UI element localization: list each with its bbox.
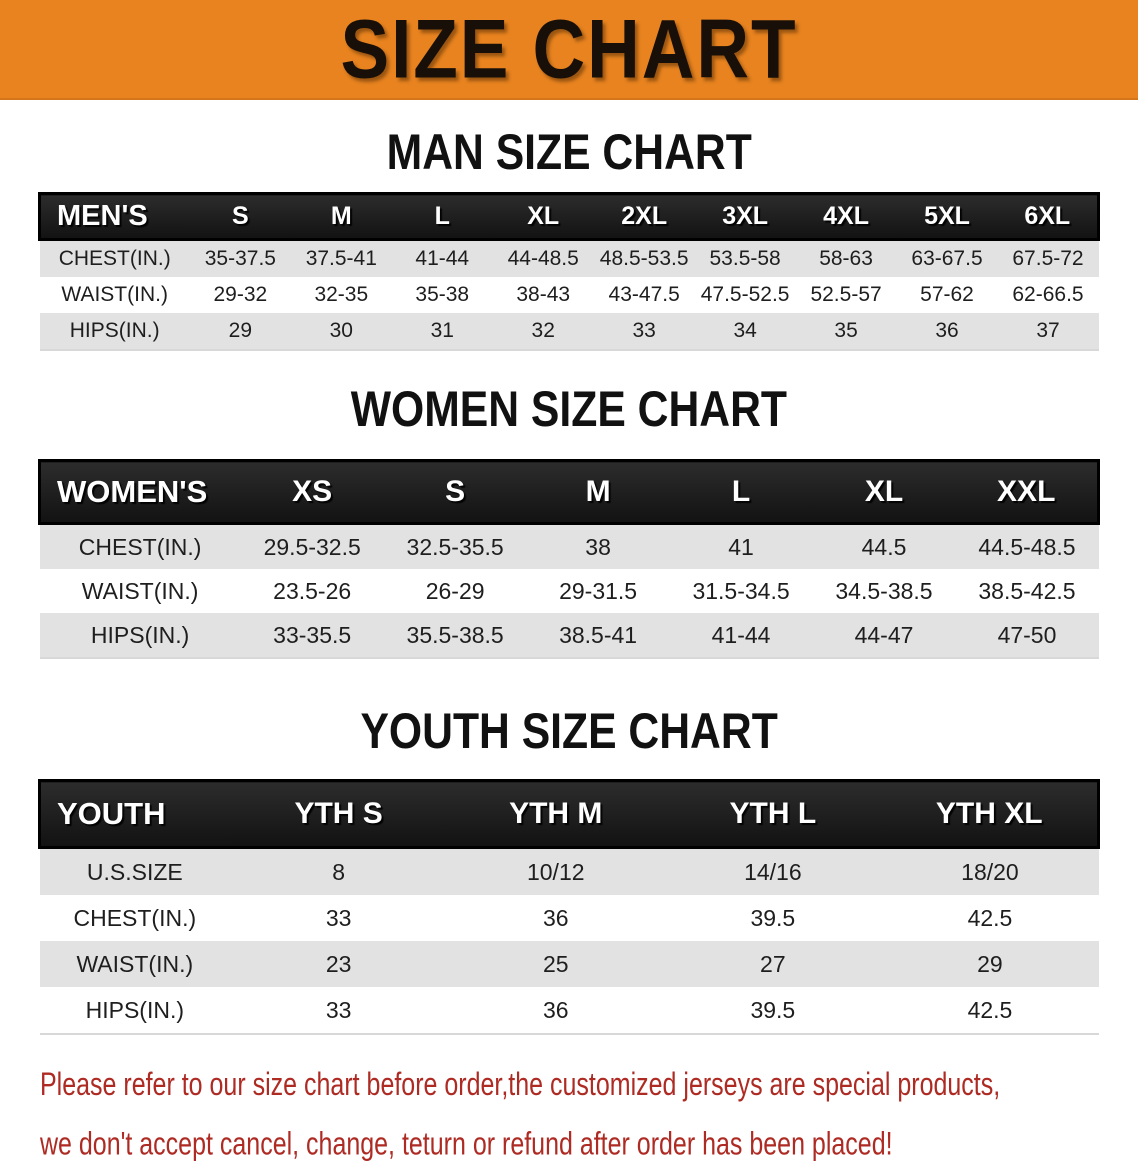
men-column-header: 5XL [897, 194, 998, 240]
women-row-label: CHEST(IN.) [40, 524, 241, 570]
women-corner-label: WOMEN'S [40, 461, 241, 524]
women-table-row [40, 569, 1099, 613]
men-column-header: M [291, 194, 392, 240]
men-size-cell: 29-32 [213, 283, 268, 306]
youth-row-label: WAIST(IN.) [40, 941, 231, 987]
women-size-table [38, 459, 1100, 659]
women-size-cell: 44.5 [813, 524, 956, 570]
men-row-label: CHEST(IN.) [40, 240, 190, 278]
youth-size-cell: 33 [230, 987, 447, 1034]
men-column-header: 4XL [796, 194, 897, 240]
youth-size-cell: 39.5 [750, 904, 796, 931]
men-table-row [40, 277, 1099, 313]
men-size-cell: 57-62 [920, 283, 974, 306]
youth-size-cell: 23 [230, 941, 447, 987]
youth-size-cell: 25 [447, 941, 664, 987]
youth-size-cell: 29 [881, 941, 1098, 987]
youth-column-header: YTH M [447, 781, 664, 848]
women-size-cell: 29-31.5 [559, 577, 638, 604]
men-size-cell: 37 [998, 313, 1099, 350]
men-table-row [40, 313, 1099, 350]
men-column-header: 3XL [695, 194, 796, 240]
youth-size-cell: 33 [325, 904, 352, 931]
men-size-cell: 35-38 [415, 283, 470, 306]
men-size-cell: 35-37.5 [190, 240, 291, 278]
section-women-heading-wrap [0, 381, 1138, 438]
youth-corner-label: YOUTH [40, 781, 231, 848]
men-size-cell: 63-67.5 [897, 240, 998, 278]
men-size-cell: 62-66.5 [1012, 283, 1084, 306]
footer-disclaimer [40, 1061, 1138, 1168]
men-size-cell: 58-63 [796, 240, 897, 278]
women-column-header: M [527, 461, 670, 524]
women-header-row [40, 461, 1099, 524]
men-size-cell: 67.5-72 [998, 240, 1099, 278]
youth-row-label: HIPS(IN.) [40, 987, 231, 1034]
women-size-cell: 41 [670, 524, 813, 570]
youth-size-cell: 39.5 [664, 987, 881, 1034]
women-column-header: XL [813, 461, 956, 524]
men-size-cell: 41-44 [392, 240, 493, 278]
women-size-cell: 32.5-35.5 [384, 524, 527, 570]
men-corner-label: MEN'S [40, 194, 190, 240]
women-size-cell: 47-50 [955, 613, 1098, 658]
youth-size-cell: 36 [447, 987, 664, 1034]
section-heading-youth: YOUTH SIZE CHART [360, 703, 778, 760]
youth-column-header: YTH S [230, 781, 447, 848]
men-size-cell: 29 [190, 313, 291, 350]
women-size-cell: 33-35.5 [241, 613, 384, 658]
women-size-cell: 23.5-26 [273, 577, 352, 604]
men-column-header: 6XL [998, 194, 1099, 240]
men-size-cell: 31 [392, 313, 493, 350]
youth-size-cell: 8 [230, 848, 447, 896]
men-size-cell: 30 [291, 313, 392, 350]
youth-header-row [40, 781, 1099, 848]
men-size-cell: 32 [493, 313, 594, 350]
youth-table-row [40, 848, 1099, 896]
men-header-row [40, 194, 1099, 240]
women-size-cell: 44-47 [813, 613, 956, 658]
men-size-cell: 48.5-53.5 [594, 240, 695, 278]
footer-disclaimer-line2: we don't accept cancel, change, teturn or refund after order has been placed! [40, 1126, 893, 1163]
men-size-cell: 33 [594, 313, 695, 350]
men-size-cell: 38-43 [516, 283, 571, 306]
men-size-cell: 34 [695, 313, 796, 350]
women-row-label: WAIST(IN.) [81, 577, 199, 604]
youth-table-row [40, 987, 1099, 1034]
youth-column-header: YTH L [664, 781, 881, 848]
men-column-header: XL [493, 194, 594, 240]
men-size-cell: 44-48.5 [493, 240, 594, 278]
section-heading-women: WOMEN SIZE CHART [350, 381, 788, 438]
women-size-cell: 26-29 [425, 577, 485, 604]
women-size-cell: 44.5-48.5 [955, 524, 1098, 570]
men-size-cell: 37.5-41 [291, 240, 392, 278]
section-men-heading-wrap [0, 124, 1138, 181]
youth-row-label: U.S.SIZE [40, 848, 231, 896]
youth-column-header: YTH XL [881, 781, 1098, 848]
men-size-cell: 47.5-52.5 [700, 283, 790, 306]
men-size-cell: 53.5-58 [695, 240, 796, 278]
women-table-row [40, 524, 1099, 570]
banner [0, 0, 1138, 100]
youth-size-cell: 27 [664, 941, 881, 987]
women-size-cell: 35.5-38.5 [384, 613, 527, 658]
youth-size-table [38, 779, 1100, 1035]
men-size-cell: 36 [897, 313, 998, 350]
youth-size-cell: 10/12 [447, 848, 664, 896]
men-size-cell: 32-35 [314, 283, 369, 306]
women-column-header: L [670, 461, 813, 524]
men-column-header: L [392, 194, 493, 240]
youth-size-cell: 42.5 [881, 987, 1098, 1034]
section-youth-heading-wrap [0, 703, 1138, 760]
women-table-row [40, 613, 1099, 658]
men-size-cell: 52.5-57 [810, 283, 882, 306]
women-size-cell: 29.5-32.5 [241, 524, 384, 570]
youth-size-cell: 42.5 [967, 904, 1013, 931]
men-size-table [38, 192, 1100, 351]
men-column-header: 2XL [594, 194, 695, 240]
women-size-cell: 31.5-34.5 [692, 577, 790, 604]
men-size-cell: 43-47.5 [608, 283, 680, 306]
section-heading-men: MAN SIZE CHART [386, 124, 752, 181]
youth-row-label: CHEST(IN.) [73, 904, 197, 931]
men-size-cell: 35 [796, 313, 897, 350]
women-row-label: HIPS(IN.) [40, 613, 241, 658]
youth-size-cell: 36 [542, 904, 569, 931]
youth-table-row [40, 895, 1099, 941]
women-size-cell: 41-44 [670, 613, 813, 658]
women-size-cell: 38 [527, 524, 670, 570]
women-column-header: XS [241, 461, 384, 524]
youth-size-cell: 14/16 [664, 848, 881, 896]
women-size-cell: 38.5-41 [527, 613, 670, 658]
page-title: SIZE CHART [340, 2, 798, 96]
men-table-row [40, 240, 1099, 278]
women-column-header: S [384, 461, 527, 524]
women-column-header: XXL [955, 461, 1098, 524]
sections-container [0, 124, 1138, 1035]
women-size-cell: 34.5-38.5 [835, 577, 933, 604]
men-row-label: WAIST(IN.) [61, 283, 168, 306]
men-column-header: S [190, 194, 291, 240]
youth-table-row [40, 941, 1099, 987]
youth-size-cell: 18/20 [881, 848, 1098, 896]
men-row-label: HIPS(IN.) [40, 313, 190, 350]
women-size-cell: 38.5-42.5 [978, 577, 1076, 604]
footer-disclaimer-line1: Please refer to our size chart before order,the customized jerseys are special products, [40, 1066, 1001, 1103]
